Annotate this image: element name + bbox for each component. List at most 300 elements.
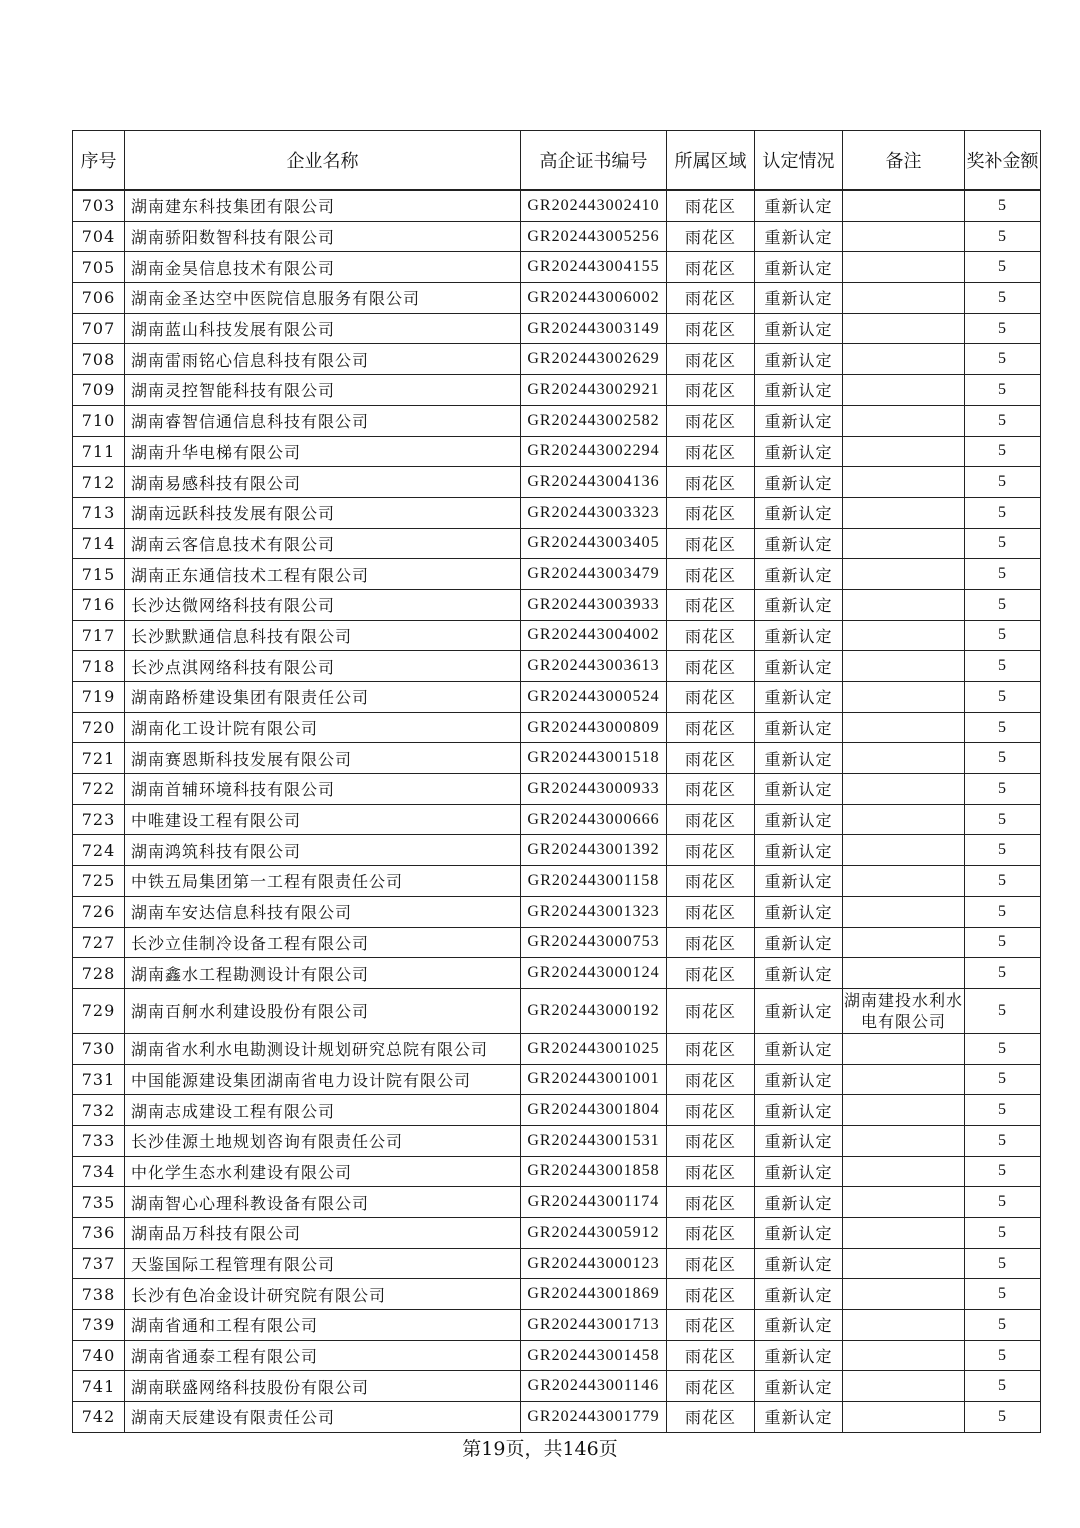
cell-cert-number: GR202443000123 bbox=[521, 1248, 667, 1279]
header-area: 所属区域 bbox=[667, 131, 755, 191]
cell-area: 雨花区 bbox=[667, 682, 755, 713]
cell-amount: 5 bbox=[965, 497, 1041, 528]
cell-cert-number: GR202443004002 bbox=[521, 620, 667, 651]
cell-cert-number: GR202443002921 bbox=[521, 375, 667, 406]
cell-note bbox=[843, 221, 965, 252]
header-status: 认定情况 bbox=[755, 131, 843, 191]
cell-amount: 5 bbox=[965, 1371, 1041, 1402]
cell-company-name: 天鉴国际工程管理有限公司 bbox=[125, 1248, 521, 1279]
cell-seq: 728 bbox=[73, 958, 125, 989]
cell-status: 重新认定 bbox=[755, 958, 843, 989]
cell-cert-number: GR202443001858 bbox=[521, 1156, 667, 1187]
cell-note bbox=[843, 405, 965, 436]
cell-company-name: 湖南赛恩斯科技发展有限公司 bbox=[125, 743, 521, 774]
cell-seq: 742 bbox=[73, 1402, 125, 1433]
cell-cert-number: GR202443001174 bbox=[521, 1187, 667, 1218]
cell-cert-number: GR202443003613 bbox=[521, 651, 667, 682]
cell-seq: 717 bbox=[73, 620, 125, 651]
table-row bbox=[73, 252, 1041, 283]
cell-amount: 5 bbox=[965, 405, 1041, 436]
cell-seq: 733 bbox=[73, 1125, 125, 1156]
cell-amount: 5 bbox=[965, 682, 1041, 713]
cell-cert-number: GR202443001392 bbox=[521, 835, 667, 866]
cell-cert-number: GR202443002629 bbox=[521, 344, 667, 375]
cell-note bbox=[843, 835, 965, 866]
cell-area: 雨花区 bbox=[667, 1125, 755, 1156]
cell-note bbox=[843, 620, 965, 651]
cell-note bbox=[843, 896, 965, 927]
cell-company-name: 湖南蓝山科技发展有限公司 bbox=[125, 313, 521, 344]
cell-cert-number: GR202443001779 bbox=[521, 1402, 667, 1433]
cell-area: 雨花区 bbox=[667, 804, 755, 835]
cell-note bbox=[843, 958, 965, 989]
cell-seq: 712 bbox=[73, 467, 125, 498]
cell-cert-number: GR202443005912 bbox=[521, 1218, 667, 1249]
cell-area: 雨花区 bbox=[667, 405, 755, 436]
page-footer: 第19页，共146页 bbox=[462, 1438, 618, 1460]
header-cert: 高企证书编号 bbox=[521, 131, 667, 191]
table-row bbox=[73, 743, 1041, 774]
table-row bbox=[73, 1402, 1041, 1433]
table-row bbox=[73, 221, 1041, 252]
cell-area: 雨花区 bbox=[667, 252, 755, 283]
cell-area: 雨花区 bbox=[667, 988, 755, 1033]
cell-seq: 711 bbox=[73, 436, 125, 467]
cell-seq: 721 bbox=[73, 743, 125, 774]
cell-seq: 713 bbox=[73, 497, 125, 528]
cell-note bbox=[843, 1310, 965, 1341]
cell-area: 雨花区 bbox=[667, 436, 755, 467]
cell-status: 重新认定 bbox=[755, 1248, 843, 1279]
cell-seq: 726 bbox=[73, 896, 125, 927]
cell-note bbox=[843, 1125, 965, 1156]
cell-cert-number: GR202443001001 bbox=[521, 1064, 667, 1095]
cell-seq: 741 bbox=[73, 1371, 125, 1402]
table-row bbox=[73, 375, 1041, 406]
cell-cert-number: GR202443005256 bbox=[521, 221, 667, 252]
cell-status: 重新认定 bbox=[755, 988, 843, 1033]
cell-area: 雨花区 bbox=[667, 497, 755, 528]
cell-area: 雨花区 bbox=[667, 620, 755, 651]
cell-amount: 5 bbox=[965, 190, 1041, 221]
cell-seq: 709 bbox=[73, 375, 125, 406]
cell-area: 雨花区 bbox=[667, 1095, 755, 1126]
cell-company-name: 湖南云客信息技术有限公司 bbox=[125, 528, 521, 559]
cell-cert-number: GR202443001713 bbox=[521, 1310, 667, 1341]
cell-area: 雨花区 bbox=[667, 283, 755, 314]
table-row bbox=[73, 1218, 1041, 1249]
cell-company-name: 湖南升华电梯有限公司 bbox=[125, 436, 521, 467]
cell-status: 重新认定 bbox=[755, 375, 843, 406]
cell-seq: 740 bbox=[73, 1340, 125, 1371]
cell-status: 重新认定 bbox=[755, 1125, 843, 1156]
table-row bbox=[73, 804, 1041, 835]
cell-amount: 5 bbox=[965, 927, 1041, 958]
cell-amount: 5 bbox=[965, 344, 1041, 375]
table-row bbox=[73, 436, 1041, 467]
cell-company-name: 湖南金昊信息技术有限公司 bbox=[125, 252, 521, 283]
cell-note bbox=[843, 1340, 965, 1371]
cell-company-name: 湖南百舸水利建设股份有限公司 bbox=[125, 988, 521, 1033]
table-row bbox=[73, 1033, 1041, 1064]
cell-amount: 5 bbox=[965, 1187, 1041, 1218]
cell-note bbox=[843, 436, 965, 467]
cell-status: 重新认定 bbox=[755, 405, 843, 436]
cell-cert-number: GR202443001458 bbox=[521, 1340, 667, 1371]
cell-area: 雨花区 bbox=[667, 1248, 755, 1279]
cell-amount: 5 bbox=[965, 1095, 1041, 1126]
cell-note bbox=[843, 651, 965, 682]
cell-status: 重新认定 bbox=[755, 712, 843, 743]
cell-area: 雨花区 bbox=[667, 1279, 755, 1310]
cell-note bbox=[843, 1156, 965, 1187]
cell-amount: 5 bbox=[965, 1248, 1041, 1279]
cell-area: 雨花区 bbox=[667, 1402, 755, 1433]
table-row bbox=[73, 467, 1041, 498]
cell-note bbox=[843, 774, 965, 805]
cell-seq: 727 bbox=[73, 927, 125, 958]
cell-note bbox=[843, 344, 965, 375]
cell-cert-number: GR202443003149 bbox=[521, 313, 667, 344]
cell-area: 雨花区 bbox=[667, 1064, 755, 1095]
cell-seq: 714 bbox=[73, 528, 125, 559]
cell-company-name: 长沙默默通信息科技有限公司 bbox=[125, 620, 521, 651]
cell-seq: 725 bbox=[73, 866, 125, 897]
cell-status: 重新认定 bbox=[755, 620, 843, 651]
cell-status: 重新认定 bbox=[755, 589, 843, 620]
cell-seq: 739 bbox=[73, 1310, 125, 1341]
header-note: 备注 bbox=[843, 131, 965, 191]
cell-cert-number: GR202443000809 bbox=[521, 712, 667, 743]
table-row bbox=[73, 283, 1041, 314]
cell-area: 雨花区 bbox=[667, 528, 755, 559]
cell-status: 重新认定 bbox=[755, 1310, 843, 1341]
cell-company-name: 长沙佳源土地规划咨询有限责任公司 bbox=[125, 1125, 521, 1156]
cell-company-name: 湖南首辅环境科技有限公司 bbox=[125, 774, 521, 805]
table-row bbox=[73, 835, 1041, 866]
cell-seq: 734 bbox=[73, 1156, 125, 1187]
cell-company-name: 湖南化工设计院有限公司 bbox=[125, 712, 521, 743]
cell-note bbox=[843, 804, 965, 835]
cell-status: 重新认定 bbox=[755, 528, 843, 559]
cell-area: 雨花区 bbox=[667, 927, 755, 958]
cell-status: 重新认定 bbox=[755, 774, 843, 805]
table-row bbox=[73, 589, 1041, 620]
cell-note bbox=[843, 1402, 965, 1433]
cell-company-name: 中国能源建设集团湖南省电力设计院有限公司 bbox=[125, 1064, 521, 1095]
cell-note bbox=[843, 252, 965, 283]
cell-company-name: 长沙立佳制冷设备工程有限公司 bbox=[125, 927, 521, 958]
cell-seq: 704 bbox=[73, 221, 125, 252]
cell-note bbox=[843, 1218, 965, 1249]
table-row bbox=[73, 774, 1041, 805]
cell-cert-number: GR202443000753 bbox=[521, 927, 667, 958]
cell-cert-number: GR202443003479 bbox=[521, 559, 667, 590]
cell-status: 重新认定 bbox=[755, 682, 843, 713]
table-row bbox=[73, 712, 1041, 743]
cell-company-name: 湖南远跃科技发展有限公司 bbox=[125, 497, 521, 528]
cell-cert-number: GR202443001146 bbox=[521, 1371, 667, 1402]
table-row bbox=[73, 988, 1041, 1033]
cell-status: 重新认定 bbox=[755, 651, 843, 682]
table-row bbox=[73, 313, 1041, 344]
cell-status: 重新认定 bbox=[755, 1279, 843, 1310]
cell-area: 雨花区 bbox=[667, 651, 755, 682]
cell-cert-number: GR202443001025 bbox=[521, 1033, 667, 1064]
cell-status: 重新认定 bbox=[755, 927, 843, 958]
table-row bbox=[73, 1064, 1041, 1095]
cell-cert-number: GR202443001804 bbox=[521, 1095, 667, 1126]
cell-amount: 5 bbox=[965, 1125, 1041, 1156]
cell-amount: 5 bbox=[965, 835, 1041, 866]
cell-company-name: 中铁五局集团第一工程有限责任公司 bbox=[125, 866, 521, 897]
cell-cert-number: GR202443001323 bbox=[521, 896, 667, 927]
cell-area: 雨花区 bbox=[667, 344, 755, 375]
cell-area: 雨花区 bbox=[667, 866, 755, 897]
cell-company-name: 湖南正东通信技术工程有限公司 bbox=[125, 559, 521, 590]
cell-company-name: 湖南骄阳数智科技有限公司 bbox=[125, 221, 521, 252]
cell-company-name: 湖南车安达信息科技有限公司 bbox=[125, 896, 521, 927]
cell-note bbox=[843, 1371, 965, 1402]
cell-seq: 723 bbox=[73, 804, 125, 835]
cell-status: 重新认定 bbox=[755, 743, 843, 774]
cell-note bbox=[843, 682, 965, 713]
cell-status: 重新认定 bbox=[755, 804, 843, 835]
cell-amount: 5 bbox=[965, 1340, 1041, 1371]
cell-note bbox=[843, 313, 965, 344]
table-row bbox=[73, 190, 1041, 221]
cell-amount: 5 bbox=[965, 1279, 1041, 1310]
cell-status: 重新认定 bbox=[755, 497, 843, 528]
cell-company-name: 湖南灵控智能科技有限公司 bbox=[125, 375, 521, 406]
cell-cert-number: GR202443000666 bbox=[521, 804, 667, 835]
cell-note bbox=[843, 589, 965, 620]
cell-cert-number: GR202443000124 bbox=[521, 958, 667, 989]
cell-area: 雨花区 bbox=[667, 774, 755, 805]
cell-company-name: 长沙有色冶金设计研究院有限公司 bbox=[125, 1279, 521, 1310]
cell-note bbox=[843, 283, 965, 314]
cell-status: 重新认定 bbox=[755, 835, 843, 866]
cell-status: 重新认定 bbox=[755, 1371, 843, 1402]
cell-cert-number: GR202443003323 bbox=[521, 497, 667, 528]
cell-amount: 5 bbox=[965, 988, 1041, 1033]
cell-status: 重新认定 bbox=[755, 1340, 843, 1371]
cell-note bbox=[843, 497, 965, 528]
cell-status: 重新认定 bbox=[755, 436, 843, 467]
cell-cert-number: GR202443001531 bbox=[521, 1125, 667, 1156]
cell-area: 雨花区 bbox=[667, 1340, 755, 1371]
cell-cert-number: GR202443003405 bbox=[521, 528, 667, 559]
cell-company-name: 湖南建东科技集团有限公司 bbox=[125, 190, 521, 221]
cell-status: 重新认定 bbox=[755, 313, 843, 344]
cell-status: 重新认定 bbox=[755, 1156, 843, 1187]
cell-seq: 738 bbox=[73, 1279, 125, 1310]
cell-amount: 5 bbox=[965, 1156, 1041, 1187]
cell-amount: 5 bbox=[965, 958, 1041, 989]
cell-company-name: 湖南鑫水工程勘测设计有限公司 bbox=[125, 958, 521, 989]
cell-company-name: 湖南鸿筑科技有限公司 bbox=[125, 835, 521, 866]
cell-amount: 5 bbox=[965, 313, 1041, 344]
cell-status: 重新认定 bbox=[755, 190, 843, 221]
table-row bbox=[73, 866, 1041, 897]
cell-cert-number: GR202443002410 bbox=[521, 190, 667, 221]
cell-note bbox=[843, 1279, 965, 1310]
cell-amount: 5 bbox=[965, 866, 1041, 897]
cell-status: 重新认定 bbox=[755, 1095, 843, 1126]
cell-amount: 5 bbox=[965, 375, 1041, 406]
table-row bbox=[73, 344, 1041, 375]
cell-seq: 708 bbox=[73, 344, 125, 375]
cell-area: 雨花区 bbox=[667, 559, 755, 590]
header-name: 企业名称 bbox=[125, 131, 521, 191]
cell-cert-number: GR202443002294 bbox=[521, 436, 667, 467]
cell-area: 雨花区 bbox=[667, 375, 755, 406]
cell-amount: 5 bbox=[965, 804, 1041, 835]
cell-area: 雨花区 bbox=[667, 896, 755, 927]
cell-note bbox=[843, 866, 965, 897]
cell-note bbox=[843, 190, 965, 221]
table-row bbox=[73, 1095, 1041, 1126]
table-row bbox=[73, 1156, 1041, 1187]
table-header-row bbox=[73, 131, 1041, 191]
enterprise-table bbox=[72, 130, 1041, 1433]
cell-company-name: 湖南志成建设工程有限公司 bbox=[125, 1095, 521, 1126]
table-row bbox=[73, 559, 1041, 590]
cell-amount: 5 bbox=[965, 620, 1041, 651]
cell-area: 雨花区 bbox=[667, 1033, 755, 1064]
cell-amount: 5 bbox=[965, 1218, 1041, 1249]
cell-company-name: 湖南智心心理科教设备有限公司 bbox=[125, 1187, 521, 1218]
cell-seq: 703 bbox=[73, 190, 125, 221]
cell-seq: 732 bbox=[73, 1095, 125, 1126]
cell-company-name: 长沙点淇网络科技有限公司 bbox=[125, 651, 521, 682]
table-row bbox=[73, 958, 1041, 989]
cell-cert-number: GR202443000192 bbox=[521, 988, 667, 1033]
cell-amount: 5 bbox=[965, 1033, 1041, 1064]
cell-note bbox=[843, 375, 965, 406]
cell-note bbox=[843, 1248, 965, 1279]
cell-company-name: 长沙达微网络科技有限公司 bbox=[125, 589, 521, 620]
cell-amount: 5 bbox=[965, 559, 1041, 590]
table-row bbox=[73, 1279, 1041, 1310]
cell-seq: 715 bbox=[73, 559, 125, 590]
cell-cert-number: GR202443004136 bbox=[521, 467, 667, 498]
cell-seq: 705 bbox=[73, 252, 125, 283]
cell-amount: 5 bbox=[965, 467, 1041, 498]
cell-company-name: 湖南品万科技有限公司 bbox=[125, 1218, 521, 1249]
cell-status: 重新认定 bbox=[755, 344, 843, 375]
table-row bbox=[73, 1248, 1041, 1279]
cell-seq: 719 bbox=[73, 682, 125, 713]
cell-amount: 5 bbox=[965, 651, 1041, 682]
cell-amount: 5 bbox=[965, 252, 1041, 283]
cell-seq: 724 bbox=[73, 835, 125, 866]
cell-amount: 5 bbox=[965, 283, 1041, 314]
cell-company-name: 湖南天辰建设有限责任公司 bbox=[125, 1402, 521, 1433]
cell-note bbox=[843, 528, 965, 559]
cell-status: 重新认定 bbox=[755, 1033, 843, 1064]
cell-amount: 5 bbox=[965, 436, 1041, 467]
cell-amount: 5 bbox=[965, 221, 1041, 252]
cell-status: 重新认定 bbox=[755, 866, 843, 897]
cell-note bbox=[843, 1064, 965, 1095]
header-seq: 序号 bbox=[73, 131, 125, 191]
cell-note bbox=[843, 1033, 965, 1064]
table-row bbox=[73, 1340, 1041, 1371]
cell-area: 雨花区 bbox=[667, 1371, 755, 1402]
cell-seq: 710 bbox=[73, 405, 125, 436]
table-row bbox=[73, 620, 1041, 651]
cell-status: 重新认定 bbox=[755, 252, 843, 283]
cell-seq: 729 bbox=[73, 988, 125, 1033]
cell-company-name: 湖南易感科技有限公司 bbox=[125, 467, 521, 498]
cell-company-name: 湖南联盛网络科技股份有限公司 bbox=[125, 1371, 521, 1402]
cell-seq: 722 bbox=[73, 774, 125, 805]
header-amount: 奖补金额 bbox=[965, 131, 1041, 191]
cell-note bbox=[843, 927, 965, 958]
table-row bbox=[73, 497, 1041, 528]
cell-seq: 707 bbox=[73, 313, 125, 344]
table-row bbox=[73, 1371, 1041, 1402]
cell-status: 重新认定 bbox=[755, 221, 843, 252]
cell-company-name: 湖南金圣达空中医院信息服务有限公司 bbox=[125, 283, 521, 314]
table-row bbox=[73, 1310, 1041, 1341]
cell-cert-number: GR202443001518 bbox=[521, 743, 667, 774]
cell-note bbox=[843, 1187, 965, 1218]
cell-area: 雨花区 bbox=[667, 835, 755, 866]
cell-cert-number: GR202443000933 bbox=[521, 774, 667, 805]
cell-amount: 5 bbox=[965, 589, 1041, 620]
cell-seq: 720 bbox=[73, 712, 125, 743]
cell-amount: 5 bbox=[965, 1402, 1041, 1433]
cell-amount: 5 bbox=[965, 743, 1041, 774]
cell-company-name: 中化学生态水利建设有限公司 bbox=[125, 1156, 521, 1187]
cell-company-name: 湖南省水利水电勘测设计规划研究总院有限公司 bbox=[125, 1033, 521, 1064]
cell-amount: 5 bbox=[965, 712, 1041, 743]
cell-note bbox=[843, 712, 965, 743]
cell-company-name: 湖南睿智信通信息科技有限公司 bbox=[125, 405, 521, 436]
cell-seq: 718 bbox=[73, 651, 125, 682]
cell-area: 雨花区 bbox=[667, 1310, 755, 1341]
cell-area: 雨花区 bbox=[667, 221, 755, 252]
cell-amount: 5 bbox=[965, 528, 1041, 559]
cell-company-name: 中唯建设工程有限公司 bbox=[125, 804, 521, 835]
cell-note: 湖南建投水利水电有限公司 bbox=[843, 988, 965, 1033]
cell-company-name: 湖南省通和工程有限公司 bbox=[125, 1310, 521, 1341]
cell-cert-number: GR202443001869 bbox=[521, 1279, 667, 1310]
cell-seq: 716 bbox=[73, 589, 125, 620]
table-row bbox=[73, 1187, 1041, 1218]
cell-status: 重新认定 bbox=[755, 896, 843, 927]
table-row bbox=[73, 682, 1041, 713]
cell-area: 雨花区 bbox=[667, 1187, 755, 1218]
cell-status: 重新认定 bbox=[755, 283, 843, 314]
cell-cert-number: GR202443003933 bbox=[521, 589, 667, 620]
table-row bbox=[73, 651, 1041, 682]
cell-company-name: 湖南省通泰工程有限公司 bbox=[125, 1340, 521, 1371]
cell-cert-number: GR202443002582 bbox=[521, 405, 667, 436]
cell-area: 雨花区 bbox=[667, 589, 755, 620]
cell-seq: 735 bbox=[73, 1187, 125, 1218]
cell-note bbox=[843, 1095, 965, 1126]
cell-seq: 737 bbox=[73, 1248, 125, 1279]
cell-area: 雨花区 bbox=[667, 190, 755, 221]
cell-company-name: 湖南路桥建设集团有限责任公司 bbox=[125, 682, 521, 713]
cell-area: 雨花区 bbox=[667, 1218, 755, 1249]
cell-status: 重新认定 bbox=[755, 1187, 843, 1218]
cell-area: 雨花区 bbox=[667, 712, 755, 743]
cell-amount: 5 bbox=[965, 896, 1041, 927]
